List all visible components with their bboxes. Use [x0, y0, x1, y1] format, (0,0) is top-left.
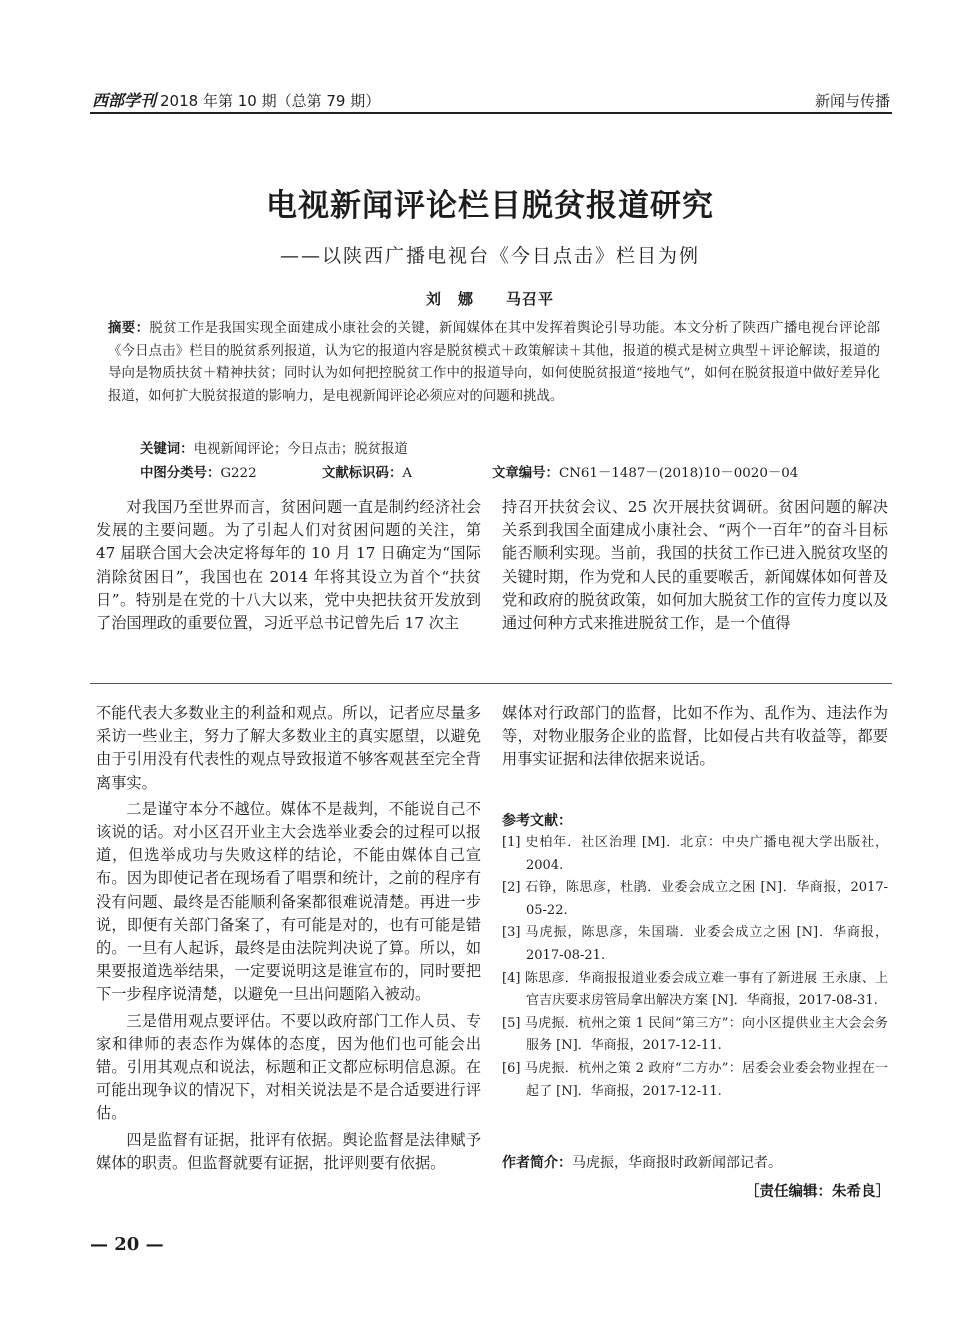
body-paragraph: 四是监督有证据，批评有依据。舆论监督是法律赋予媒体的职责。但监督就要有证据，批评则要有依据。: [96, 1130, 481, 1172]
intro-paragraph: 对我国乃至世界而言，贫困问题一直是制约经济社会发展的主要问题。为了引起人们对贫困问题的关注，第 47 届联合国大会决定将每年的 10 月 17 日确定为“国际消除贫困日”，我国也在 2014 年将其设立为首个“扶贫日”。特别是在党的十八大以来，党中央把扶贫开发放到了治国理政的重要位置，习近平总书记曾先后 17 次主: [96, 498, 481, 633]
abstract: [108, 318, 880, 408]
clc-value: G222: [220, 466, 257, 481]
journal-issue: 2018 年第 10 期（总第 79 期）: [160, 92, 381, 110]
article-number: [492, 462, 798, 481]
author-bio: [502, 1152, 888, 1172]
intro-paragraph-continued: 持召开扶贫会议、25 次开展扶贫调研。贫困问题的解决关系到我国全面建成小康社会、“两个一百年”的奋斗目标能否顺利实现。当前，我国的扶贫工作已进入脱贫攻坚的关键时期，作为党和人民的重要喉舌，新闻媒体如何普及党和政府的脱贫政策，如何加大脱贫工作的宣传力度以及通过何种方式来推进脱贫工作，是一个值得: [502, 498, 888, 633]
article-title: 电视新闻评论栏目脱贫报道研究: [266, 188, 714, 224]
reference-item: [5] 马虎振．杭州之策 1 民间“第三方”：向小区提供业主大会会务服务 [N]．华商报，2017-12-11.: [502, 1015, 888, 1054]
article-number-label: 文章编号：: [492, 466, 559, 481]
article-number-value: CN61－1487－(2018)10－0020－04: [558, 466, 799, 481]
author-bio-label: 作者简介：: [502, 1155, 572, 1171]
reference-item: [3] 马虎振，陈思彦，朱国瑞．业委会成立之困 [N]．华商报，2017-08-21.: [502, 925, 888, 963]
intro-left-column: [96, 496, 481, 635]
doc-code-label: 文献标识码：: [322, 466, 403, 481]
body-paragraph-continued: 媒体对行政部门的监督，比如不作为、乱作为、违法作为等，对物业服务企业的监督，比如侵占共有收益等，都要用事实证据和法律依据来说话。: [502, 704, 888, 769]
header-rule: [90, 112, 892, 114]
author-1: 刘 娜: [425, 290, 474, 308]
journal-header: [92, 88, 380, 111]
section-divider: [90, 683, 892, 684]
abstract-label: 摘要：: [108, 321, 150, 336]
doc-code-value: A: [402, 466, 413, 481]
clc-label: 中图分类号：: [140, 466, 221, 481]
authors: [0, 288, 980, 309]
keywords-text: 电视新闻评论；今日点击；脱贫报道: [193, 442, 408, 457]
clc-code: [140, 462, 257, 481]
body-paragraph: 不能代表大多数业主的利益和观点。所以，记者应尽量多采访一些业主，努力了解大多数业主的真实愿望，以避免由于引用没有代表性的观点导致报道不够客观甚至完全背离事实。: [96, 704, 481, 792]
references-title: 参考文献：: [502, 813, 572, 829]
body-paragraph: 三是借用观点要评估。不要以政府部门工作人员、专家和律师的表态作为媒体的态度，因为他们也可能会出错。引用其观点和说法，标题和正文都应标明信息源。在可能出现争议的情况下，对相关说法是不是合适要进行评估。: [96, 1011, 481, 1123]
references-list: [502, 832, 888, 1103]
keywords: [140, 438, 408, 457]
body-paragraph: 二是谨守本分不越位。媒体不是裁判，不能说自己不该说的话。对小区召开业主大会选举业委会的过程可以报道，但选举成功与失败这样的结论，不能由媒体自己宣布。因为即使记者在现场看了唱票和统计，之前的程序有没有问题、最终是否能顺利备案都很难说清楚。再进一步说，即便有关部门备案了，有可能是对的，也有可能是错的。一旦有人起诉，最终是由法院判决说了算。所以，如果要报道选举结果，一定要说明这是谁宣布的，同时要把下一步程序说清楚，以避免一旦出问题陷入被动。: [96, 799, 481, 1004]
reference-item: [6] 马虎振．杭州之策 2 政府“二方办”：居委会业委会物业捏在一起了 [N]．华商报，2017-12-11.: [502, 1060, 888, 1099]
responsible-editor: ［责任编辑：朱希良］: [745, 1184, 890, 1200]
section-name: 新闻与传播: [814, 92, 890, 110]
doc-code: [322, 462, 412, 481]
reference-item: [1] 史柏年．社区治理 [M]．北京：中央广播电视大学出版社，2004.: [502, 835, 888, 873]
author-bio-text: 马虎振，华商报时政新闻部记者。: [572, 1155, 782, 1171]
author-2: 马召平: [506, 290, 555, 308]
journal-logo: 西部学刊: [92, 91, 157, 110]
reference-item: [2] 石铮，陈思彦，杜鹃．业委会成立之困 [N]．华商报，2017-05-22.: [502, 880, 888, 918]
page-number: — 20 —: [90, 1234, 164, 1255]
body-left-column: [96, 702, 481, 1178]
abstract-text: 脱贫工作是我国实现全面建成小康社会的关键，新闻媒体在其中发挥着舆论引导功能。本文分析了陕西广播电视台评论部《今日点击》栏目的脱贫系列报道，认为它的报道内容是脱贫模式＋政策解读＋其他，报道的模式是树立典型＋评论解读，报道的导向是物质扶贫＋精神扶贫；同时认为如何把控脱贫工作中的报道导向，如何使脱贫报道“接地气”，如何在脱贫报道中做好差异化报道，如何扩大脱贫报道的影响力，是电视新闻评论必须应对的问题和挑战。: [108, 321, 881, 404]
body-right-column: [502, 702, 888, 772]
article-subtitle: ——以陕西广播电视台《今日点击》栏目为例: [279, 245, 700, 267]
intro-right-column: [502, 496, 888, 635]
keywords-label: 关键词：: [140, 442, 194, 457]
reference-item: [4] 陈思彦．华商报报道业委会成立难一事有了新进展 王永康、上官吉庆要求房管局拿出解决方案 [N]．华商报，2017-08-31.: [502, 970, 888, 1009]
